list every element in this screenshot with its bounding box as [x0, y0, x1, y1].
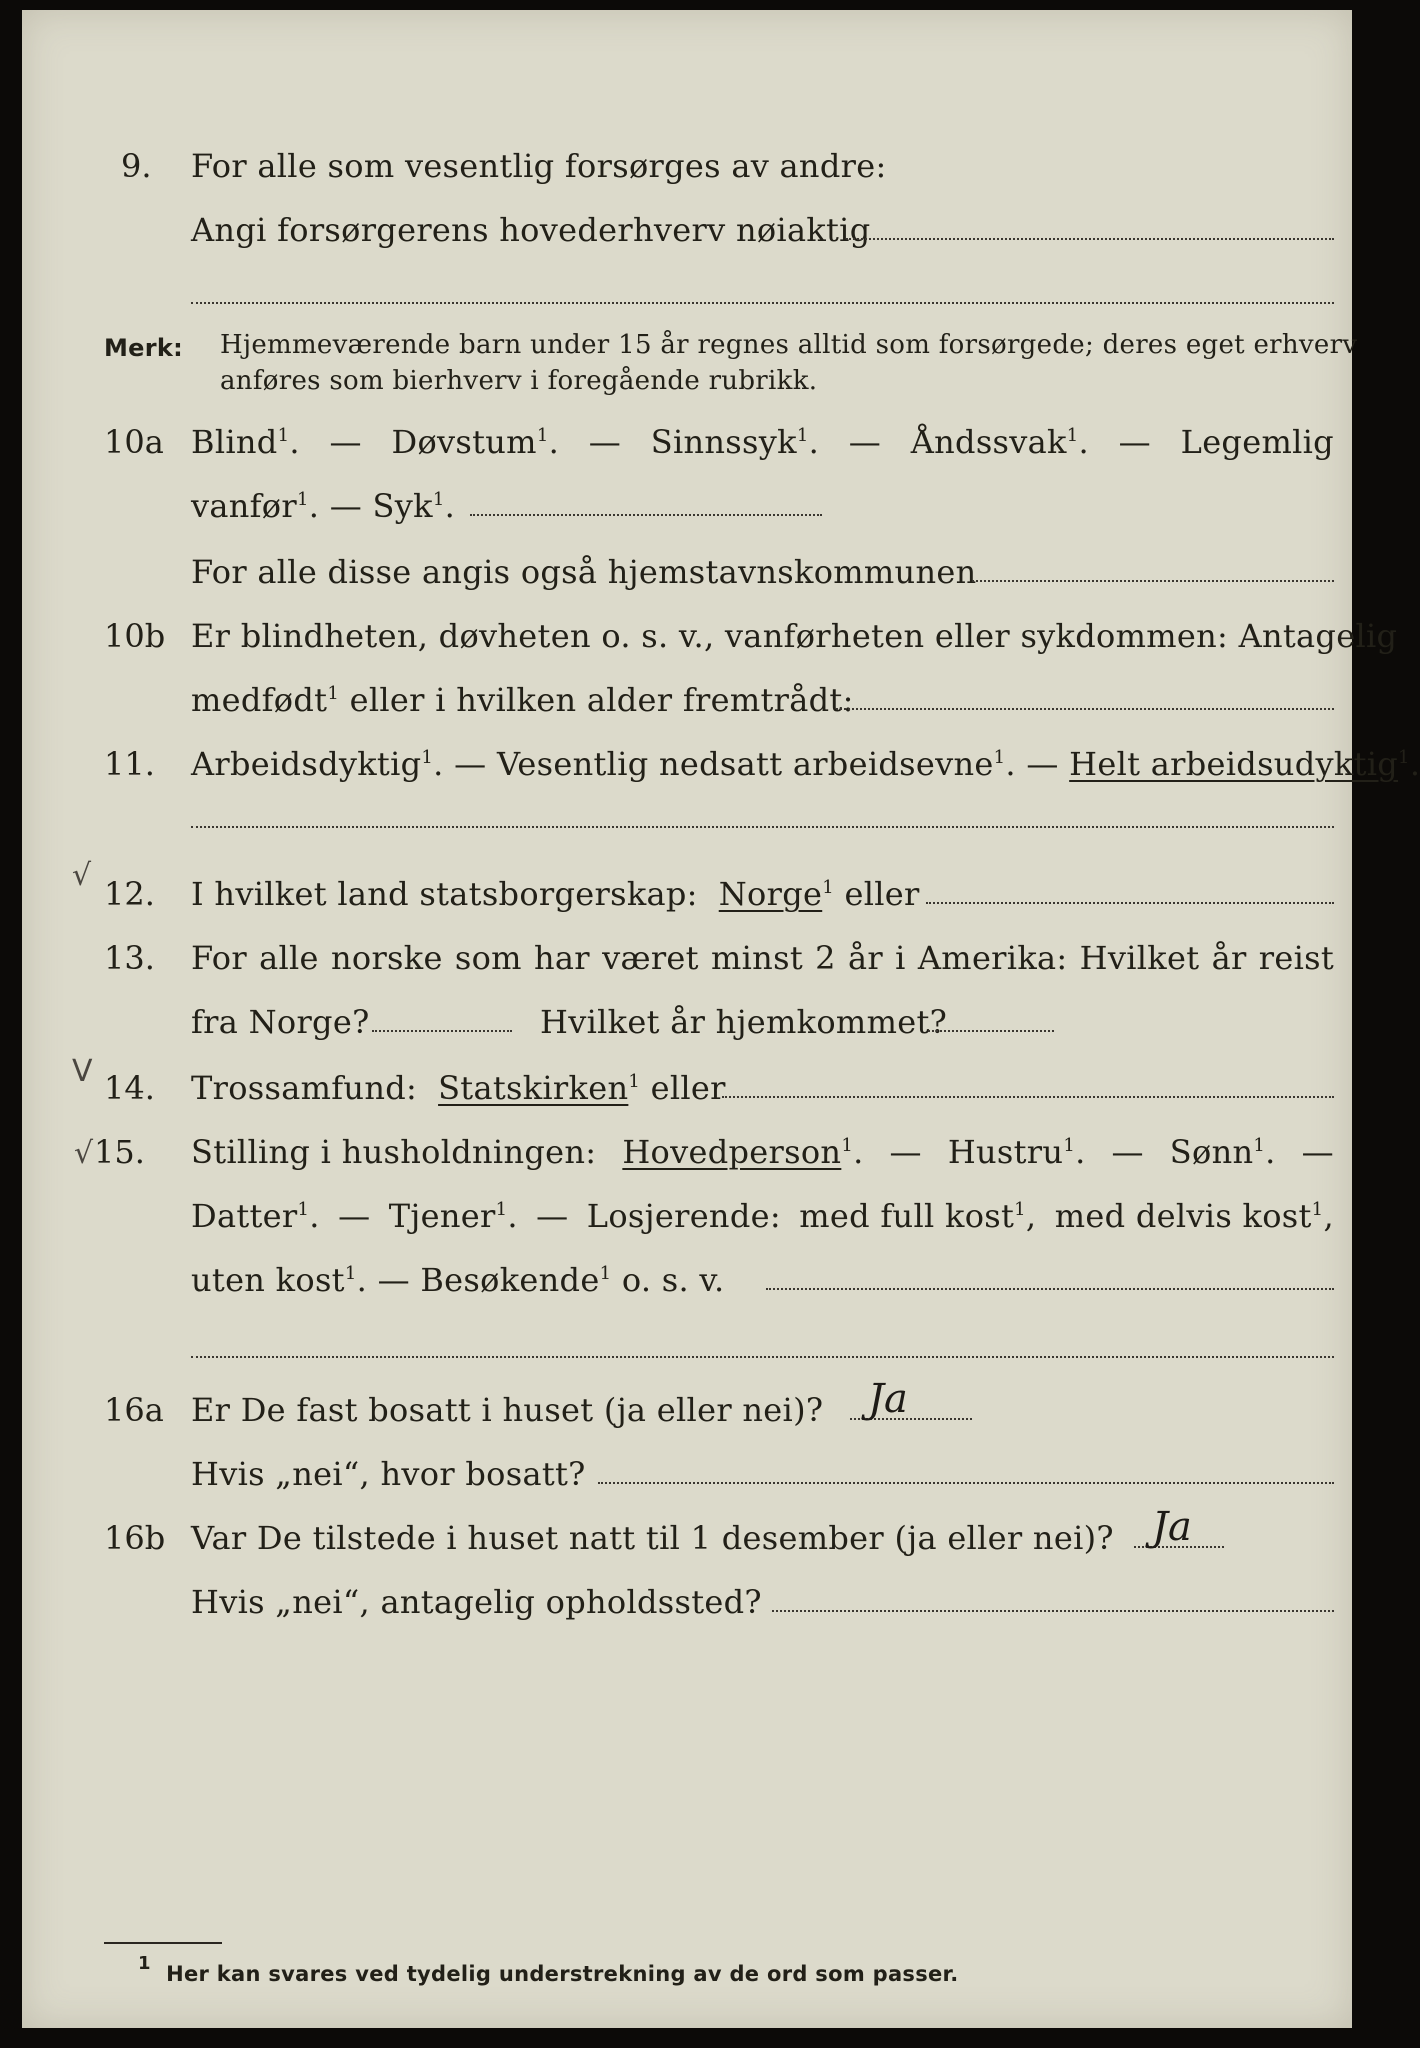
option-nedsatt: Vesentlig nedsatt arbeidsevne [496, 745, 994, 783]
footnote-text: Her kan svares ved tydelig understrekning av de ord som passer. [166, 1962, 959, 1986]
option-delvis-kost: med delvis kost [1054, 1197, 1312, 1235]
q9-line2: Angi forsørgerens hovederhverv nøiaktig [191, 211, 871, 249]
q10b-number: 10b [104, 617, 166, 655]
option-statskirken: Statskirken [438, 1069, 629, 1107]
option-norge: Norge [718, 875, 823, 913]
check-mark-15: √ [74, 1136, 94, 1171]
q14-number: 14. [104, 1069, 155, 1107]
merk-text1: Hjemmeværende barn under 15 år regnes alltid som forsørgede; deres eget erhverv [220, 330, 1358, 360]
q10a-number: 10a [104, 423, 164, 461]
footnote-rule [104, 1942, 222, 1944]
q15-extra-line[interactable] [191, 1356, 1334, 1358]
q16a-number: 16a [104, 1391, 164, 1429]
q10b-line2: medfødt$^1$ eller i hvilken alder fremtrådt: [191, 681, 854, 719]
q14-line: Trossamfund: Statskirken$^1$ eller [191, 1069, 726, 1107]
q12-other-field[interactable] [926, 902, 1334, 904]
q15-other-field[interactable] [766, 1288, 1334, 1290]
option-sonn: Sønn [1169, 1133, 1254, 1171]
option-blind: Blind$^1$. [191, 423, 300, 461]
q9-extra-line[interactable] [191, 302, 1334, 304]
q16b-handwritten-answer: Ja [1152, 1504, 1192, 1550]
option-hovedperson: Hovedperson [622, 1133, 842, 1171]
q13-fra-norge: fra Norge? [191, 1003, 370, 1041]
option-full-kost: med full kost [799, 1197, 1015, 1235]
q10a-line1 [191, 422, 1334, 462]
option-datter: Datter [191, 1197, 298, 1235]
option-syk: Syk [372, 487, 433, 525]
q13-hjemkommet: Hvilket år hjemkommet? [540, 1003, 948, 1041]
check-mark-14: V [72, 1054, 93, 1089]
q16a-line1: Er De fast bosatt i huset (ja eller nei)? [191, 1391, 824, 1429]
q13-line1: For alle norske som har været minst 2 år i Amerika: Hvilket år reist [191, 939, 1334, 977]
q15-number: 15. [94, 1133, 145, 1171]
merk-label: Merk: [104, 334, 184, 362]
dash: — [1118, 423, 1151, 461]
q11-number: 11. [104, 745, 155, 783]
census-form-page [22, 10, 1420, 2028]
q16b-opholdssted-field[interactable] [772, 1610, 1334, 1612]
q15-line2: Datter$^1$. — Tjener$^1$. — Losjerende: med full kost$^1$, med delvis kost$^1$, [191, 1197, 1334, 1235]
q13-hjemkommet-field[interactable] [928, 1030, 1054, 1032]
option-andssvak: Åndssvak$^1$. [910, 423, 1089, 461]
q15-line1: Stilling i husholdningen: Hovedperson$^1$. — Hustru$^1$. — Sønn$^1$. — [191, 1133, 1334, 1171]
q11-extra-line[interactable] [191, 826, 1334, 828]
dash: — [329, 423, 362, 461]
q10a-syk-field[interactable] [470, 514, 822, 516]
option-sinnssyk: Sinnssyk$^1$. [650, 423, 820, 461]
q16b-line1: Var De tilstede i huset natt til 1 desember (ja eller nei)? [191, 1519, 1114, 1557]
option-dovstum: Døvstum$^1$. [391, 423, 560, 461]
q13-reist-field[interactable] [372, 1030, 512, 1032]
q14-other-field[interactable] [722, 1096, 1334, 1098]
q11-line: Arbeidsdyktig$^1$. — Vesentlig nedsatt arbeidsevne$^1$. — Helt arbeidsudyktig$^1$. [191, 745, 1420, 783]
q16b-line2: Hvis „nei“, antagelig opholdssted? [191, 1583, 762, 1621]
option-legemlig: Legemlig [1180, 423, 1334, 461]
q16a-line2: Hvis „nei“, hvor bosatt? [191, 1455, 586, 1493]
q9-number: 9. [121, 147, 152, 185]
q9-answer-field[interactable] [846, 238, 1334, 240]
q10b-alder-field[interactable] [836, 708, 1334, 710]
option-uten-kost: uten kost [191, 1261, 345, 1299]
option-helt-arbeidsudyktig: Helt arbeidsudyktig [1069, 745, 1399, 783]
q10a-hjemstavn-field[interactable] [972, 580, 1334, 582]
q10a-line3: For alle disse angis også hjemstavnskommunen [191, 553, 977, 591]
q12-line: I hvilket land statsborgerskap: Norge$^1$ eller [191, 875, 920, 913]
dash: — [588, 423, 622, 461]
q10b-line1: Er blindheten, døvheten o. s. v., vanførheten eller sykdommen: Antagelig [191, 617, 1398, 655]
option-vanfor: vanfør [191, 487, 297, 525]
option-medfodt: medfødt [191, 681, 328, 719]
q9-line1: For alle som vesentlig forsørges av andre: [191, 147, 887, 185]
q15-line3: uten kost$^1$. — Besøkende$^1$ o. s. v. [191, 1261, 725, 1299]
q13-number: 13. [104, 939, 155, 977]
footnote-mark: 1 [138, 1953, 151, 1974]
dash: — [329, 487, 363, 525]
option-besokende: Besøkende [420, 1261, 600, 1299]
q16a-bosatt-field[interactable] [598, 1482, 1334, 1484]
q16a-handwritten-answer: Ja [868, 1376, 908, 1422]
option-arbeidsdyktig: Arbeidsdyktig [191, 745, 422, 783]
q10a-line2: vanfør$^1$. — Syk$^1$. [191, 487, 456, 525]
option-tjener: Tjener [388, 1197, 496, 1235]
dash: — [848, 423, 882, 461]
option-hustru: Hustru [947, 1133, 1064, 1171]
q16b-number: 16b [104, 1519, 166, 1557]
check-mark-12: √ [72, 858, 92, 893]
merk-text2: anføres som bierhverv i foregående rubrikk. [220, 366, 818, 396]
footnote [138, 1954, 959, 1994]
q12-number: 12. [104, 875, 155, 913]
